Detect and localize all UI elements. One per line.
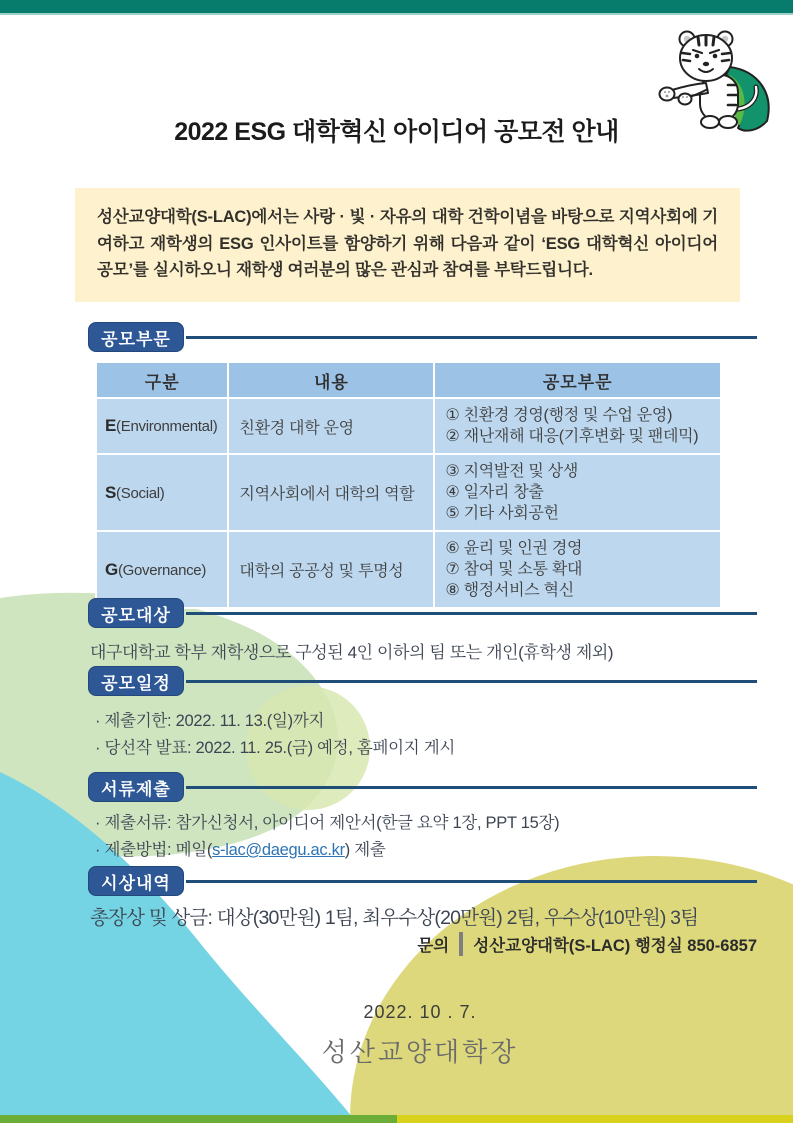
cell-items: ① 친환경 경영(행정 및 수업 운영) ② 재난재해 대응(기후변화 및 팬데믹) [435, 399, 720, 453]
section-line [186, 786, 757, 789]
cell-items: ③ 지역발전 및 상생 ④ 일자리 창출 ⑤ 기타 사회공헌 [435, 455, 720, 530]
section-header-awards [88, 866, 757, 896]
submission-list [95, 810, 757, 864]
submission-item-method: · 제출방법: 메일(s-lac@daegu.ac.kr) 제출 [95, 841, 386, 859]
awards-text: 총장상 및 상금: 대상(30만원) 1팀, 최우수상(20만원) 2팀, 우수상(10만원) 3팀 [90, 907, 699, 929]
submission-item-documents: · 제출서류: 참가신청서, 아이디어 제안서(한글 요약 1장, PPT 15장) [95, 814, 560, 832]
cell-content: 친환경 대학 운영 [229, 399, 433, 453]
footer-date: 2022. 10 . 7. [363, 1002, 477, 1022]
bottom-bar-yellow [397, 1115, 793, 1123]
section-badge-target: 공모대상 [88, 598, 184, 628]
bottom-bar-green [0, 1115, 397, 1123]
table-row-environmental: E(Environmental) 친환경 대학 운영 ① 친환경 경영(행정 및 수업 운영) ② 재난재해 대응(기후변화 및 팬데믹) [97, 399, 720, 453]
section-line [186, 680, 757, 683]
table-row-governance: G(Governance) 대학의 공공성 및 투명성 ⑥ 윤리 및 인권 경영 ⑦ 참여 및 소통 확대 ⑧ 행정서비스 혁신 [97, 532, 720, 607]
cell-content: 대학의 공공성 및 투명성 [229, 532, 433, 607]
esg-fields-table [95, 361, 722, 609]
section-line [186, 612, 757, 615]
section-header-fields [88, 322, 757, 352]
section-header-target [88, 598, 757, 628]
contact-text: 성산교양대학(S-LAC) 행정실 850-6857 [473, 937, 757, 955]
cell-content: 지역사회에서 대학의 역할 [229, 455, 433, 530]
col-header-fields: 공모부문 [435, 363, 720, 397]
contact-line [0, 932, 757, 956]
section-badge-awards: 시상내역 [88, 866, 184, 896]
schedule-item-announcement: · 당선작 발표: 2022. 11. 25.(금) 예정, 홈페이지 게시 [95, 739, 456, 757]
email-link[interactable]: s-lac@daegu.ac.kr [212, 841, 345, 859]
section-line [186, 880, 757, 883]
table-header-row [97, 363, 720, 397]
top-accent-bar [0, 0, 793, 13]
col-header-category: 구분 [97, 363, 227, 397]
contact-separator [459, 932, 463, 956]
intro-box: 성산교양대학(S-LAC)에서는 사랑 · 빛 · 자유의 대학 건학이념을 바탕으로 지역사회에 기여하고 재학생의 ESG 인사이트를 함양하기 위해 다음과 같이 ‘ESG 대학혁신 아이디어 공모’를 실시하오니 재학생 여러분의 많은 관심과 참여를 부탁드립니다. [75, 188, 740, 302]
contact-label: 문의 [417, 937, 450, 955]
section-header-schedule [88, 666, 757, 696]
schedule-item-deadline: · 제출기한: 2022. 11. 13.(일)까지 [95, 712, 325, 730]
section-badge-submission: 서류제출 [88, 772, 184, 802]
col-header-content: 내용 [229, 363, 433, 397]
section-badge-schedule: 공모일정 [88, 666, 184, 696]
table-row-social: S(Social) 지역사회에서 대학의 역할 ③ 지역발전 및 상생 ④ 일자리 창출 ⑤ 기타 사회공헌 [97, 455, 720, 530]
section-header-submission [88, 772, 757, 802]
section-line [186, 336, 757, 339]
section-badge-fields: 공모부문 [88, 322, 184, 352]
footer-signature: 성산교양대학장 [321, 1037, 519, 1067]
target-text: 대구대학교 학부 재학생으로 구성된 4인 이하의 팀 또는 개인(휴학생 제외) [90, 643, 614, 662]
schedule-list [95, 708, 757, 762]
cell-items: ⑥ 윤리 및 인권 경영 ⑦ 참여 및 소통 확대 ⑧ 행정서비스 혁신 [435, 532, 720, 607]
top-accent-bar-edge [0, 13, 793, 15]
page-title: 2022 ESG 대학혁신 아이디어 공모전 안내 [174, 118, 619, 146]
